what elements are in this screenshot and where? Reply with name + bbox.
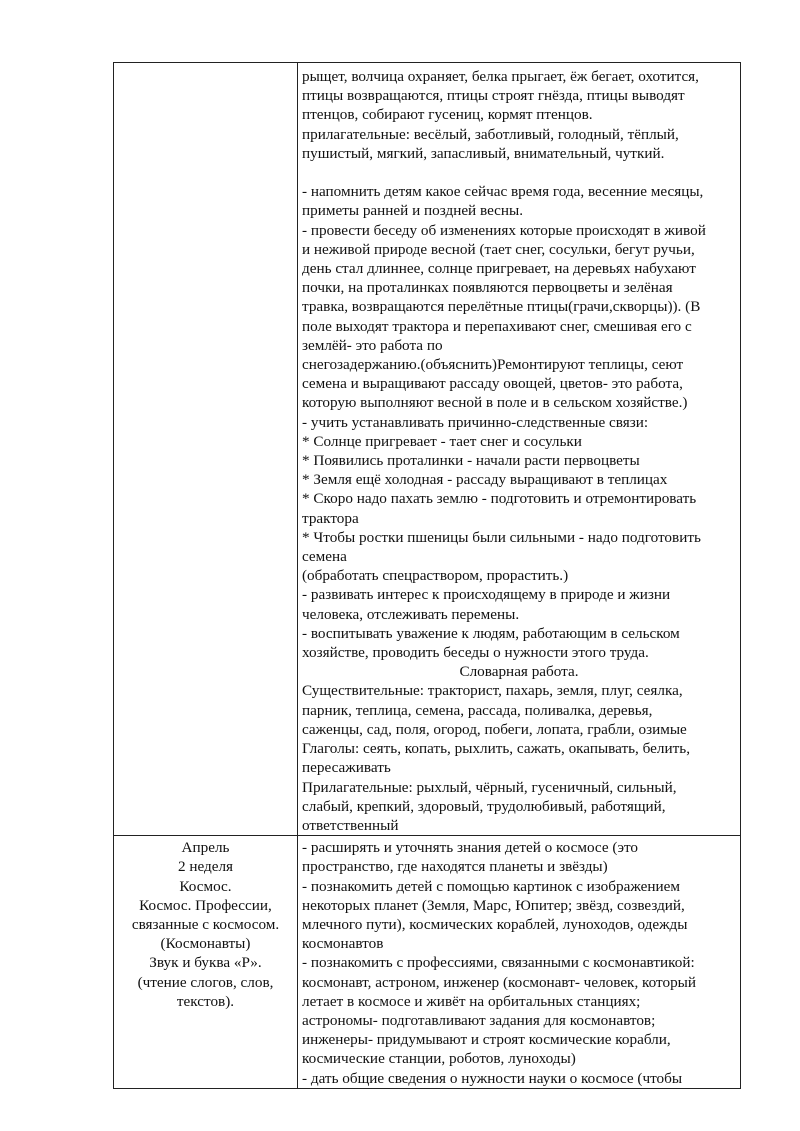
text-line: прилагательные: весёлый, заботливый, голодный, тёплый, bbox=[302, 125, 679, 143]
text-line: - познакомить детей с помощью картинок с изображением bbox=[302, 877, 680, 895]
text-line: день стал длиннее, солнце пригревает, на деревьях набухают bbox=[302, 260, 696, 278]
text-line: - познакомить с профессиями, связанными с космонавтикой: bbox=[302, 954, 695, 972]
topic-line: связанные с космосом. bbox=[131, 915, 280, 933]
text-line: и неживой природе весной (тает снег, сосульки, бегут ручьи, bbox=[302, 240, 695, 258]
text-line: снегозадержанию.(объяснить)Ремонтируют теплицы, сеют bbox=[302, 356, 684, 374]
text-line: ответственный bbox=[302, 816, 399, 834]
text-line: * Появились проталинки - начали расти первоцветы bbox=[302, 452, 640, 470]
topic-cell bbox=[114, 63, 298, 836]
content-cell bbox=[298, 836, 741, 1089]
text-line: - учить устанавливать причинно-следственные связи: bbox=[302, 413, 649, 431]
topic-line: Космос. Профессии, bbox=[139, 896, 272, 914]
text-line: хозяйстве, проводить беседы о нужности этого труда. bbox=[302, 644, 649, 662]
text-line: млечного пути), космических кораблей, луноходов, одежды bbox=[302, 915, 688, 933]
topic-line: текстов). bbox=[176, 992, 235, 1010]
week-label: 2 неделя bbox=[177, 858, 234, 876]
text-line: - расширять и уточнять знания детей о космосе (это bbox=[302, 839, 639, 857]
text-line: астрономы- подготавливают задания для космонавтов; bbox=[302, 1011, 656, 1029]
text-line: Глаголы: сеять, копать, рыхлить, сажать, окапывать, белить, bbox=[302, 740, 690, 758]
text-line: травка, возвращаются перелётные птицы(грачи,скворцы)). (В bbox=[302, 298, 701, 316]
text-line: которую выполняют весной в поле и в сельском хозяйстве.) bbox=[302, 394, 688, 412]
text-line: птицы возвращаются, птицы строят гнёзда, птицы выводят bbox=[302, 87, 685, 105]
section-heading: Словарная работа. bbox=[459, 663, 579, 681]
text-line: некоторых планет (Земля, Марс, Юпитер; звёзд, созвездий, bbox=[302, 896, 685, 914]
text-line: почки, на проталинках появляются первоцветы и зелёная bbox=[302, 279, 673, 297]
topic-title: Космос. bbox=[179, 877, 232, 895]
text-line: инженеры- придумывают и строят космические корабли, bbox=[302, 1031, 671, 1049]
text-line: * Чтобы ростки пшеницы были сильными - надо подготовить bbox=[302, 528, 701, 546]
text-line: поле выходят трактора и перепахивают снег, смешивая его с bbox=[302, 317, 692, 335]
table-row bbox=[114, 836, 741, 1089]
text-line: космонавт, астроном, инженер (космонавт- человек, который bbox=[302, 973, 696, 991]
table-row bbox=[114, 63, 741, 836]
text-line: * Солнце пригревает - тает снег и сосульки bbox=[302, 432, 582, 450]
text-line: * Скоро надо пахать землю - подготовить и отремонтировать bbox=[302, 490, 697, 508]
topic-line: (Космонавты) bbox=[160, 935, 251, 953]
text-line: рыщет, волчица охраняет, белка прыгает, ёж бегает, охотится, bbox=[302, 68, 699, 85]
text-line: - развивать интерес к происходящему в природе и жизни bbox=[302, 586, 671, 604]
text-line: (обработать спецраствором, прорастить.) bbox=[302, 567, 569, 585]
topic-line: Звук и буква «Р». bbox=[149, 954, 262, 972]
text-line: космонавтов bbox=[302, 935, 384, 953]
text-line: птенцов, собирают гусениц, кормят птенцов. bbox=[302, 106, 593, 124]
text-line: - напомнить детям какое сейчас время года, весенние месяцы, bbox=[302, 183, 704, 201]
text-line: космические станции, роботов, луноходы) bbox=[302, 1050, 576, 1068]
topic-cell bbox=[114, 836, 298, 1089]
text-line: Существительные: тракторист, пахарь, земля, плуг, сеялка, bbox=[302, 682, 683, 700]
text-line: слабый, крепкий, здоровый, трудолюбивый, работящий, bbox=[302, 797, 666, 815]
text-line: человека, отслеживать перемены. bbox=[302, 605, 520, 623]
text-line: * Земля ещё холодная - рассаду выращивают в теплицах bbox=[302, 471, 668, 489]
text-line: пересаживать bbox=[302, 759, 391, 777]
month-label: Апрель bbox=[181, 839, 230, 857]
blank-line bbox=[302, 163, 736, 182]
text-line: семена bbox=[302, 548, 347, 566]
text-line: приметы ранней и поздней весны. bbox=[302, 202, 524, 220]
text-line: - воспитывать уважение к людям, работающим в сельском bbox=[302, 624, 680, 642]
text-line: пространство, где находятся планеты и звёзды) bbox=[302, 858, 608, 876]
text-line: пушистый, мягкий, запасливый, внимательный, чуткий. bbox=[302, 144, 665, 162]
text-line: - провести беседу об изменениях которые происходят в живой bbox=[302, 221, 706, 239]
text-line: парник, теплица, семена, рассада, поливалка, деревья, bbox=[302, 701, 653, 719]
text-line: землёй- это работа по bbox=[302, 336, 443, 354]
text-line: - дать общие сведения о нужности науки о космосе (чтобы bbox=[302, 1069, 683, 1087]
text-line: трактора bbox=[302, 509, 359, 527]
content-cell bbox=[298, 63, 741, 836]
text-line: летает в космосе и живёт на орбитальных станциях; bbox=[302, 992, 641, 1010]
topic-line: (чтение слогов, слов, bbox=[137, 973, 274, 991]
lesson-plan-table bbox=[113, 62, 741, 1089]
text-line: семена и выращивают рассаду овощей, цветов- это работа, bbox=[302, 375, 683, 393]
text-line: Прилагательные: рыхлый, чёрный, гусеничный, сильный, bbox=[302, 778, 677, 796]
text-line: саженцы, сад, поля, огород, побеги, лопата, грабли, озимые bbox=[302, 720, 687, 738]
